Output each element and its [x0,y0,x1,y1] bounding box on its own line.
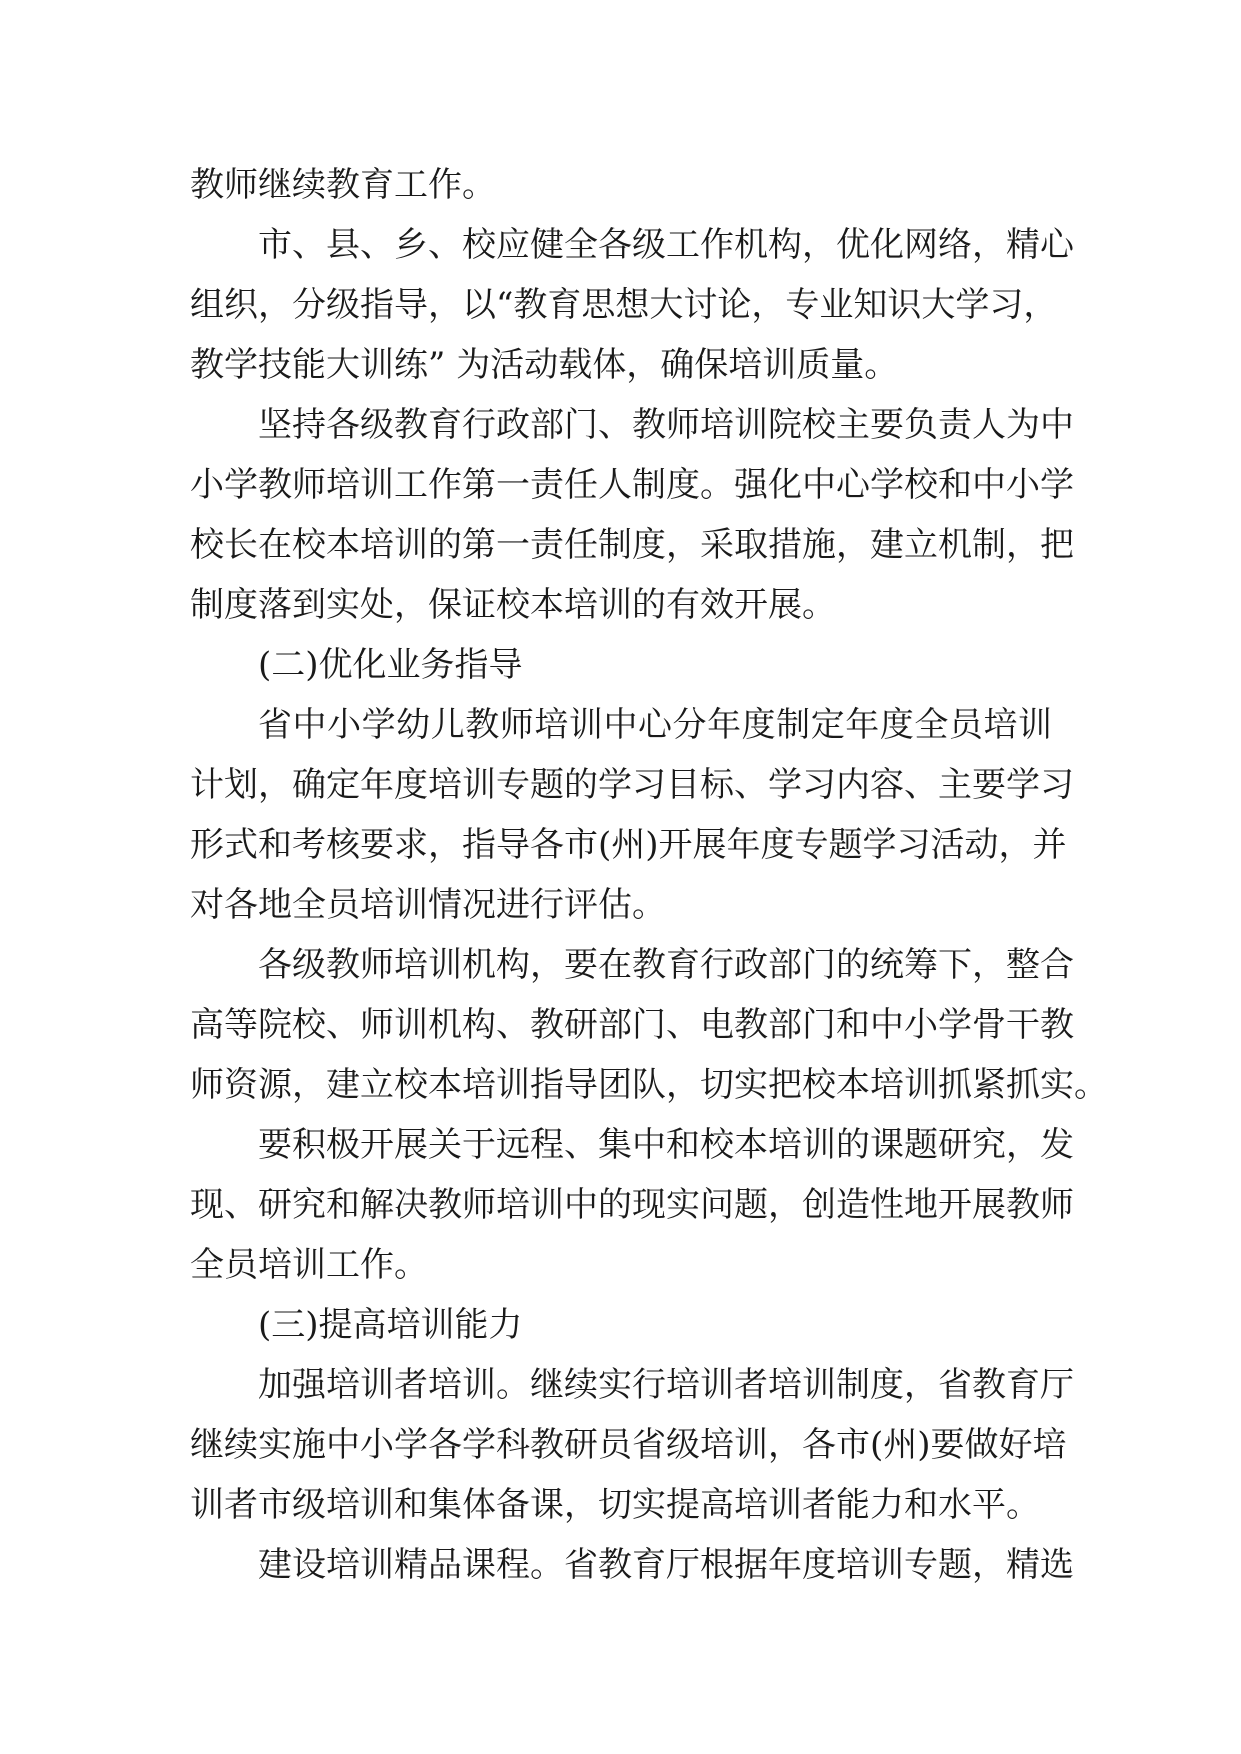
paragraph-first-line: 加强培训者培训。继续实行培训者培训制度，省教育厅 [258,1365,1074,1405]
body-text-line: 对各地全员培训情况进行评估。 [190,885,666,925]
body-text-line: 教学技能大训练” 为活动载体，确保培训质量。 [190,345,899,385]
body-text-line: 计划，确定年度培训专题的学习目标、学习内容、主要学习 [190,765,1074,805]
section-heading: (三)提高培训能力 [258,1305,523,1345]
paragraph-first-line: 省中小学幼儿教师培训中心分年度制定年度全员培训 [258,705,1052,745]
paragraph-first-line: 建设培训精品课程。省教育厅根据年度培训专题，精选 [258,1545,1074,1585]
body-text-line: 小学教师培训工作第一责任人制度。强化中心学校和中小学 [190,465,1074,505]
body-text-line: 形式和考核要求，指导各市(州)开展年度专题学习活动，并 [190,825,1067,865]
body-text-line: 教师继续教育工作。 [190,165,496,205]
paragraph-first-line: 各级教师培训机构，要在教育行政部门的统筹下，整合 [258,945,1074,985]
body-text-line: 训者市级培训和集体备课，切实提高培训者能力和水平。 [190,1485,1040,1525]
body-text-line: 师资源，建立校本培训指导团队，切实把校本培训抓紧抓实。 [190,1065,1108,1105]
paragraph-first-line: 市、县、乡、校应健全各级工作机构，优化网络，精心 [258,225,1074,265]
paragraph-first-line: 要积极开展关于远程、集中和校本培训的课题研究，发 [258,1125,1074,1165]
body-text-line: 高等院校、师训机构、教研部门、电教部门和中小学骨干教 [190,1005,1074,1045]
section-heading: (二)优化业务指导 [258,645,523,685]
body-text-line: 现、研究和解决教师培训中的现实问题，创造性地开展教师 [190,1185,1074,1225]
body-text-line: 组织，分级指导，以“教育思想大讨论，专业知识大学习， [190,285,1058,325]
body-text-line: 全员培训工作。 [190,1245,428,1285]
body-text-line: 校长在校本培训的第一责任制度，采取措施，建立机制，把 [190,525,1074,565]
paragraph-first-line: 坚持各级教育行政部门、教师培训院校主要负责人为中 [258,405,1074,445]
body-text-line: 制度落到实处，保证校本培训的有效开展。 [190,585,836,625]
body-text-line: 继续实施中小学各学科教研员省级培训，各市(州)要做好培 [190,1425,1067,1465]
